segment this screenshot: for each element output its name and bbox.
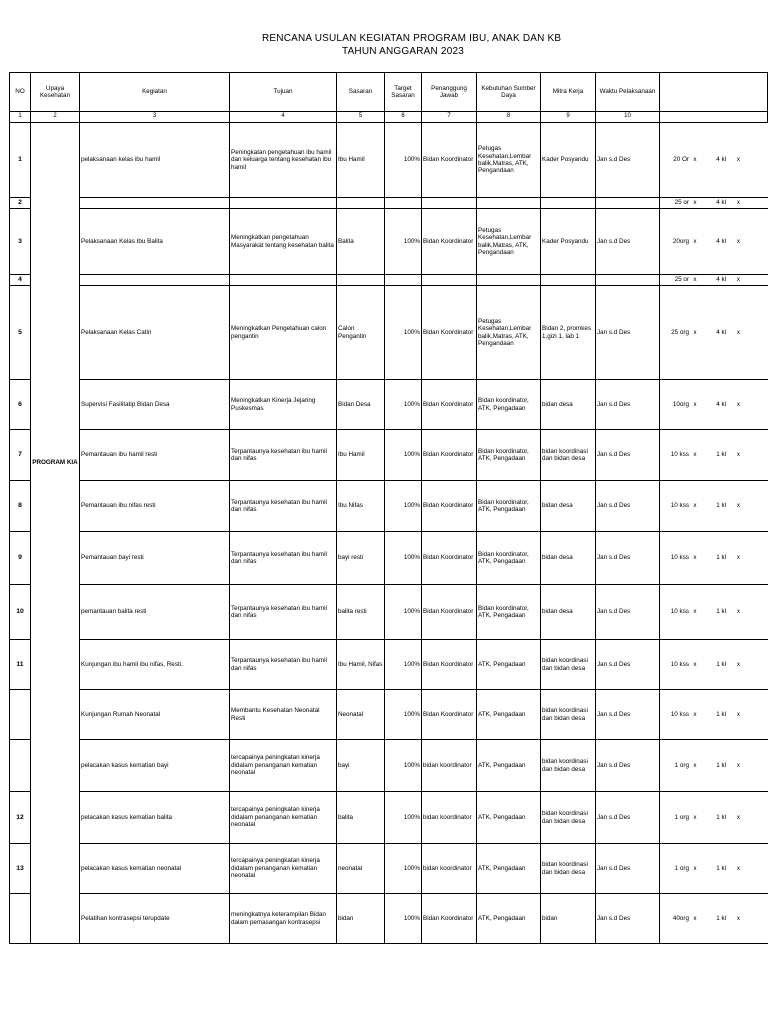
upaya-kesehatan-cell — [31, 123, 80, 944]
volume-part: 25 or — [674, 199, 689, 207]
tujuan-cell: Meningkatkan Kinerja Jejaring Puskesmas — [230, 380, 337, 430]
program-label: PROGRAM KIA — [32, 459, 78, 467]
volume-part: x — [693, 400, 697, 408]
waktu-cell: Jan s.d Des — [596, 532, 660, 585]
kegiatan-cell: Kunjungan Rumah Neonatal — [80, 690, 230, 740]
document-title: RENCANA USULAN KEGIATAN PROGRAM IBU, ANAK DAN KB — [262, 33, 562, 44]
target-cell: 100% — [385, 286, 422, 380]
target-cell: 100% — [385, 380, 422, 430]
penanggung-jawab-cell: Bidan Koordinator — [422, 286, 477, 380]
volume-part: x — [736, 199, 740, 207]
tujuan-cell: Meningkatkan pengetahuan Masyarakat tentang kesehatan balita — [230, 209, 337, 275]
row-number: 12 — [10, 792, 31, 844]
mitra-cell: bidan — [541, 894, 596, 944]
tujuan-cell: Terpantaunya kesehatan ibu hamil dan nifas — [230, 532, 337, 585]
volume-part: x — [693, 710, 697, 718]
penanggung-jawab-cell — [422, 275, 477, 286]
penanggung-jawab-cell: Bidan Koordinator — [422, 585, 477, 640]
row-number — [10, 690, 31, 740]
table-row — [10, 894, 768, 944]
waktu-cell: Jan s.d Des — [596, 792, 660, 844]
volume-part: 4 kl — [716, 199, 726, 207]
kebutuhan-cell: ATK, Pengadaan — [477, 690, 541, 740]
volume-cell — [660, 209, 768, 275]
mitra-cell: bidan desa — [541, 380, 596, 430]
kebutuhan-cell: ATK, Pengadaan — [477, 640, 541, 690]
sasaran-cell: Ibu Hamil — [337, 430, 385, 481]
target-cell — [385, 198, 422, 209]
penanggung-jawab-cell: Bidan Koordinator — [422, 123, 477, 198]
table-row — [10, 430, 768, 481]
volume-part: 40org — [672, 914, 689, 922]
penanggung-jawab-cell: bidan koordinator — [422, 792, 477, 844]
volume-cell — [660, 792, 768, 844]
penanggung-jawab-cell: Bidan Koordinator — [422, 894, 477, 944]
volume-cell — [660, 585, 768, 640]
volume-part: x — [693, 502, 697, 510]
volume-part: 1 kl — [716, 502, 726, 510]
volume-part: x — [693, 199, 697, 207]
mitra-cell — [541, 275, 596, 286]
sasaran-cell: Balita — [337, 209, 385, 275]
kegiatan-cell: Supervisi Fasilitatip Bidan Desa — [80, 380, 230, 430]
volume-part: 1 kl — [716, 864, 726, 872]
mitra-cell: bidan koordinasi dan bidan desa — [541, 792, 596, 844]
header-tujuan: Tujuan — [230, 73, 337, 112]
volume-part: 1 kl — [716, 608, 726, 616]
table-row — [10, 585, 768, 640]
volume-part: x — [693, 864, 697, 872]
waktu-cell: Jan s.d Des — [596, 585, 660, 640]
sasaran-cell: Bidan Desa — [337, 380, 385, 430]
kegiatan-cell: pemantauan balita resti — [80, 585, 230, 640]
table-row — [10, 209, 768, 275]
target-cell: 100% — [385, 740, 422, 792]
waktu-cell: Jan s.d Des — [596, 894, 660, 944]
table-row — [10, 286, 768, 380]
row-number: 13 — [10, 844, 31, 894]
volume-part: 4 kl — [716, 328, 726, 336]
waktu-cell: Jan s.d Des — [596, 380, 660, 430]
kebutuhan-cell: Petugas Kesehatan,Lembar balik,Matras, ATK, Pengandaan — [477, 123, 541, 198]
penanggung-jawab-cell: bidan koordinator — [422, 844, 477, 894]
colnum: 3 — [80, 112, 230, 123]
sasaran-cell: balita resti — [337, 585, 385, 640]
volume-part: x — [736, 813, 740, 821]
row-number — [10, 740, 31, 792]
sasaran-cell: balita — [337, 792, 385, 844]
header-penanggung-jawab: Penanggung Jawab — [422, 73, 477, 112]
volume-part: 1 org — [674, 864, 689, 872]
table-row — [10, 532, 768, 585]
kegiatan-cell: Pelaksanaan Kelas Catin — [80, 286, 230, 380]
colnum: 4 — [230, 112, 337, 123]
mitra-cell: bidan koordinasi dan bidan desa — [541, 640, 596, 690]
volume-cell — [660, 123, 768, 198]
activity-plan-table — [9, 72, 768, 944]
volume-part: 4 kl — [716, 156, 726, 164]
volume-part: 4 kl — [716, 400, 726, 408]
volume-part: 10 kss — [670, 502, 689, 510]
mitra-cell: Kader Posyandu — [541, 123, 596, 198]
volume-cell — [660, 380, 768, 430]
row-number: 5 — [10, 286, 31, 380]
volume-part: x — [736, 276, 740, 284]
volume-part: 1 kl — [716, 554, 726, 562]
volume-part: 10 kss — [670, 608, 689, 616]
volume-cell — [660, 690, 768, 740]
target-cell: 100% — [385, 123, 422, 198]
waktu-cell: Jan s.d Des — [596, 123, 660, 198]
tujuan-cell: tercapainya peningkatan kinerja didalam penanganan kematian neonatal — [230, 844, 337, 894]
kebutuhan-cell: Petugas Kesehatan,Lembar balik,Matras, ATK, Pengandaan — [477, 286, 541, 380]
volume-cell — [660, 844, 768, 894]
volume-part: x — [693, 608, 697, 616]
sasaran-cell: Neonatal — [337, 690, 385, 740]
kebutuhan-cell: Bidan koordinator, ATK, Pengadaan — [477, 430, 541, 481]
target-cell: 100% — [385, 430, 422, 481]
tujuan-cell: Membantu Kesehatan Neonatal Resti — [230, 690, 337, 740]
volume-part: 10 kss — [670, 451, 689, 459]
kebutuhan-cell: ATK, Pengadaan — [477, 740, 541, 792]
tujuan-cell: tercapainya peningkatan kinerja didalam penanganan kematian neonatal — [230, 740, 337, 792]
sasaran-cell: Ibu Nifas — [337, 481, 385, 532]
kebutuhan-cell: Bidan koordinator, ATK, Pengadaan — [477, 532, 541, 585]
tujuan-cell: Terpantaunya kesehatan ibu hamil dan nifas — [230, 430, 337, 481]
header-target: Target Sasaran — [385, 73, 422, 112]
volume-part: 20org — [672, 237, 689, 245]
header-upaya: Upaya Kesehatan — [31, 73, 80, 112]
row-number: 7 — [10, 430, 31, 481]
row-number — [10, 894, 31, 944]
sasaran-cell: bayi resti — [337, 532, 385, 585]
row-number: 11 — [10, 640, 31, 690]
volume-part: 1 kl — [716, 813, 726, 821]
header-waktu: Waktu Pelaksanaan — [596, 73, 660, 112]
target-cell: 100% — [385, 481, 422, 532]
kegiatan-cell: pelacakan kasus kematian bayi — [80, 740, 230, 792]
waktu-cell: Jan s.d Des — [596, 740, 660, 792]
volume-cell — [660, 430, 768, 481]
kegiatan-cell: Pelatihan kontrasepsi terupdate — [80, 894, 230, 944]
tujuan-cell: Terpantaunya kesehatan ibu hamil dan nifas — [230, 585, 337, 640]
mitra-cell: bidan koordinasi dan bidan desa — [541, 844, 596, 894]
table-header-row — [10, 73, 768, 112]
volume-part: 1 org — [674, 761, 689, 769]
kegiatan-cell — [80, 275, 230, 286]
target-cell: 100% — [385, 894, 422, 944]
kebutuhan-cell — [477, 198, 541, 209]
waktu-cell — [596, 198, 660, 209]
volume-part: 10 kss — [670, 710, 689, 718]
kegiatan-cell: Pemantauan ibu nifas resti — [80, 481, 230, 532]
volume-cell — [660, 532, 768, 585]
penanggung-jawab-cell: Bidan Koordinator — [422, 430, 477, 481]
volume-part: x — [693, 761, 697, 769]
volume-cell — [660, 286, 768, 380]
sasaran-cell: bidan — [337, 894, 385, 944]
volume-part: x — [736, 502, 740, 510]
colnum: 9 — [541, 112, 596, 123]
volume-part: x — [693, 914, 697, 922]
volume-part: x — [693, 156, 697, 164]
kegiatan-cell — [80, 198, 230, 209]
colnum: 5 — [337, 112, 385, 123]
target-cell: 100% — [385, 209, 422, 275]
kebutuhan-cell: Petugas Kesehatan,Lembar balik,Matras, ATK, Pengandaan — [477, 209, 541, 275]
target-cell: 100% — [385, 585, 422, 640]
waktu-cell: Jan s.d Des — [596, 690, 660, 740]
document-subtitle: TAHUN ANGGARAN 2023 — [342, 46, 464, 57]
volume-part: x — [736, 608, 740, 616]
colnum: 8 — [477, 112, 541, 123]
waktu-cell: Jan s.d Des — [596, 844, 660, 894]
target-cell: 100% — [385, 532, 422, 585]
row-number: 9 — [10, 532, 31, 585]
row-number: 2 — [10, 198, 31, 209]
kebutuhan-cell: Bidan koordinator, ATK, Pengadaan — [477, 380, 541, 430]
volume-part: x — [736, 237, 740, 245]
colnum-extra — [660, 112, 768, 123]
penanggung-jawab-cell: Bidan Koordinator — [422, 380, 477, 430]
volume-part: x — [736, 864, 740, 872]
volume-cell — [660, 740, 768, 792]
volume-part: x — [736, 400, 740, 408]
row-number: 10 — [10, 585, 31, 640]
row-number: 4 — [10, 275, 31, 286]
penanggung-jawab-cell — [422, 198, 477, 209]
header-kegiatan: Kegiatan — [80, 73, 230, 112]
header-sasaran: Sasaran — [337, 73, 385, 112]
row-number: 6 — [10, 380, 31, 430]
volume-part: 25 or — [674, 276, 689, 284]
tujuan-cell: tercapainya peningkatan kinerja didalam penanganan kematian neonatal — [230, 792, 337, 844]
kegiatan-cell: pelaksanaan kelas ibu hamil — [80, 123, 230, 198]
volume-cell — [660, 640, 768, 690]
volume-part: 1 kl — [716, 761, 726, 769]
volume-part: 1 kl — [716, 451, 726, 459]
kegiatan-cell: Pemantauan ibu hamil resti — [80, 430, 230, 481]
mitra-cell: Bidan 2, promkes 1,gizi 1, lab 1 — [541, 286, 596, 380]
kebutuhan-cell: ATK, Pengadaan — [477, 894, 541, 944]
penanggung-jawab-cell: Bidan Koordinator — [422, 640, 477, 690]
volume-part: x — [693, 554, 697, 562]
sasaran-cell — [337, 275, 385, 286]
volume-part: x — [736, 554, 740, 562]
volume-part: 25 org — [671, 328, 689, 336]
volume-part: x — [693, 451, 697, 459]
penanggung-jawab-cell: Bidan Koordinator — [422, 481, 477, 532]
kebutuhan-cell: ATK, Pengadaan — [477, 844, 541, 894]
mitra-cell: bidan desa — [541, 481, 596, 532]
volume-part: 4 kl — [716, 276, 726, 284]
table-row — [10, 275, 768, 286]
kegiatan-cell: pelacakan kasus kematian balita — [80, 792, 230, 844]
waktu-cell: Jan s.d Des — [596, 430, 660, 481]
mitra-cell: bidan koordinasi dan bidan desa — [541, 430, 596, 481]
volume-part: 1 org — [674, 813, 689, 821]
tujuan-cell — [230, 198, 337, 209]
waktu-cell — [596, 275, 660, 286]
sasaran-cell — [337, 198, 385, 209]
volume-part: x — [693, 276, 697, 284]
table-row — [10, 198, 768, 209]
colnum: 10 — [596, 112, 660, 123]
kegiatan-cell: Pemantauan bayi resti — [80, 532, 230, 585]
tujuan-cell: Peningkatan pengetahuan ibu hamil dan keluarga tentang kesehatan ibu hamil — [230, 123, 337, 198]
volume-part: 10 kss — [670, 660, 689, 668]
volume-part: 1 kl — [716, 914, 726, 922]
row-number: 1 — [10, 123, 31, 198]
kebutuhan-cell: Bidan koordinator, ATK, Pengadaan — [477, 585, 541, 640]
colnum: 7 — [422, 112, 477, 123]
penanggung-jawab-cell: Bidan Koordinator — [422, 209, 477, 275]
volume-part: 10org — [672, 400, 689, 408]
volume-part: x — [693, 237, 697, 245]
kegiatan-cell: pelacakan kasus kematian neonatal — [80, 844, 230, 894]
tujuan-cell — [230, 275, 337, 286]
volume-cell — [660, 894, 768, 944]
volume-part: x — [736, 451, 740, 459]
volume-part: x — [736, 328, 740, 336]
penanggung-jawab-cell: bidan koordinator — [422, 740, 477, 792]
target-cell: 100% — [385, 792, 422, 844]
waktu-cell: Jan s.d Des — [596, 481, 660, 532]
header-mitra: Mitra Kerja — [541, 73, 596, 112]
volume-part: 20 Or — [673, 156, 689, 164]
mitra-cell: bidan koordinasi dan bidan desa — [541, 740, 596, 792]
volume-cell — [660, 275, 768, 286]
volume-part: x — [736, 710, 740, 718]
header-kebutuhan: Kebutuhan Sumber Daya — [477, 73, 541, 112]
sasaran-cell: Calon Pengantin — [337, 286, 385, 380]
volume-part: 1 kl — [716, 710, 726, 718]
target-cell: 100% — [385, 844, 422, 894]
table-row — [10, 844, 768, 894]
volume-part: 1 kl — [716, 660, 726, 668]
volume-part: x — [693, 660, 697, 668]
target-cell — [385, 275, 422, 286]
table-row — [10, 481, 768, 532]
volume-cell — [660, 481, 768, 532]
sasaran-cell: Ibu Hamil — [337, 123, 385, 198]
tujuan-cell: Terpantaunya kesehatan ibu hamil dan nifas — [230, 640, 337, 690]
volume-part: x — [736, 156, 740, 164]
table-row — [10, 640, 768, 690]
penanggung-jawab-cell: Bidan Koordinator — [422, 690, 477, 740]
kegiatan-cell: Pelaksanaan Kelas Ibu Balita — [80, 209, 230, 275]
volume-part: x — [736, 914, 740, 922]
table-row — [10, 690, 768, 740]
colnum: 1 — [10, 112, 31, 123]
header-extra — [660, 73, 768, 112]
mitra-cell — [541, 198, 596, 209]
mitra-cell: Kader Posyandu — [541, 209, 596, 275]
tujuan-cell: meningkatnya keterampilan Bidan dalam pemasangan kontrasepsi — [230, 894, 337, 944]
volume-part: 4 kl — [716, 237, 726, 245]
sasaran-cell: bayi — [337, 740, 385, 792]
mitra-cell: bidan koordinasi dan bidan desa — [541, 690, 596, 740]
volume-part: x — [736, 761, 740, 769]
kebutuhan-cell: Bidan koordinator, ATK, Pengadaan — [477, 481, 541, 532]
table-row — [10, 740, 768, 792]
waktu-cell: Jan s.d Des — [596, 209, 660, 275]
column-number-row — [10, 112, 768, 123]
colnum: 6 — [385, 112, 422, 123]
mitra-cell: bidan desa — [541, 532, 596, 585]
kebutuhan-cell — [477, 275, 541, 286]
colnum: 2 — [31, 112, 80, 123]
sasaran-cell: neonatal — [337, 844, 385, 894]
penanggung-jawab-cell: Bidan Koordinator — [422, 532, 477, 585]
table-row — [10, 792, 768, 844]
tujuan-cell: Meningkatkan Pengetahuan calon pengantin — [230, 286, 337, 380]
volume-part: x — [736, 660, 740, 668]
volume-part: 10 kss — [670, 554, 689, 562]
tujuan-cell: Terpantaunya kesehatan ibu hamil dan nifas — [230, 481, 337, 532]
target-cell: 100% — [385, 690, 422, 740]
waktu-cell: Jan s.d Des — [596, 286, 660, 380]
kebutuhan-cell: ATK, Pengadaan — [477, 792, 541, 844]
volume-part: x — [693, 813, 697, 821]
mitra-cell: bidan desa — [541, 585, 596, 640]
header-no: NO — [10, 73, 31, 112]
volume-cell — [660, 198, 768, 209]
target-cell: 100% — [385, 640, 422, 690]
row-number: 8 — [10, 481, 31, 532]
volume-part: x — [693, 328, 697, 336]
table-row — [10, 380, 768, 430]
table-row — [10, 123, 768, 198]
sasaran-cell: Ibu Hamil, Nifas — [337, 640, 385, 690]
row-number: 3 — [10, 209, 31, 275]
waktu-cell: Jan s.d Des — [596, 640, 660, 690]
kegiatan-cell: Kunjungan ibu hamil ibu nifas, Resti. — [80, 640, 230, 690]
